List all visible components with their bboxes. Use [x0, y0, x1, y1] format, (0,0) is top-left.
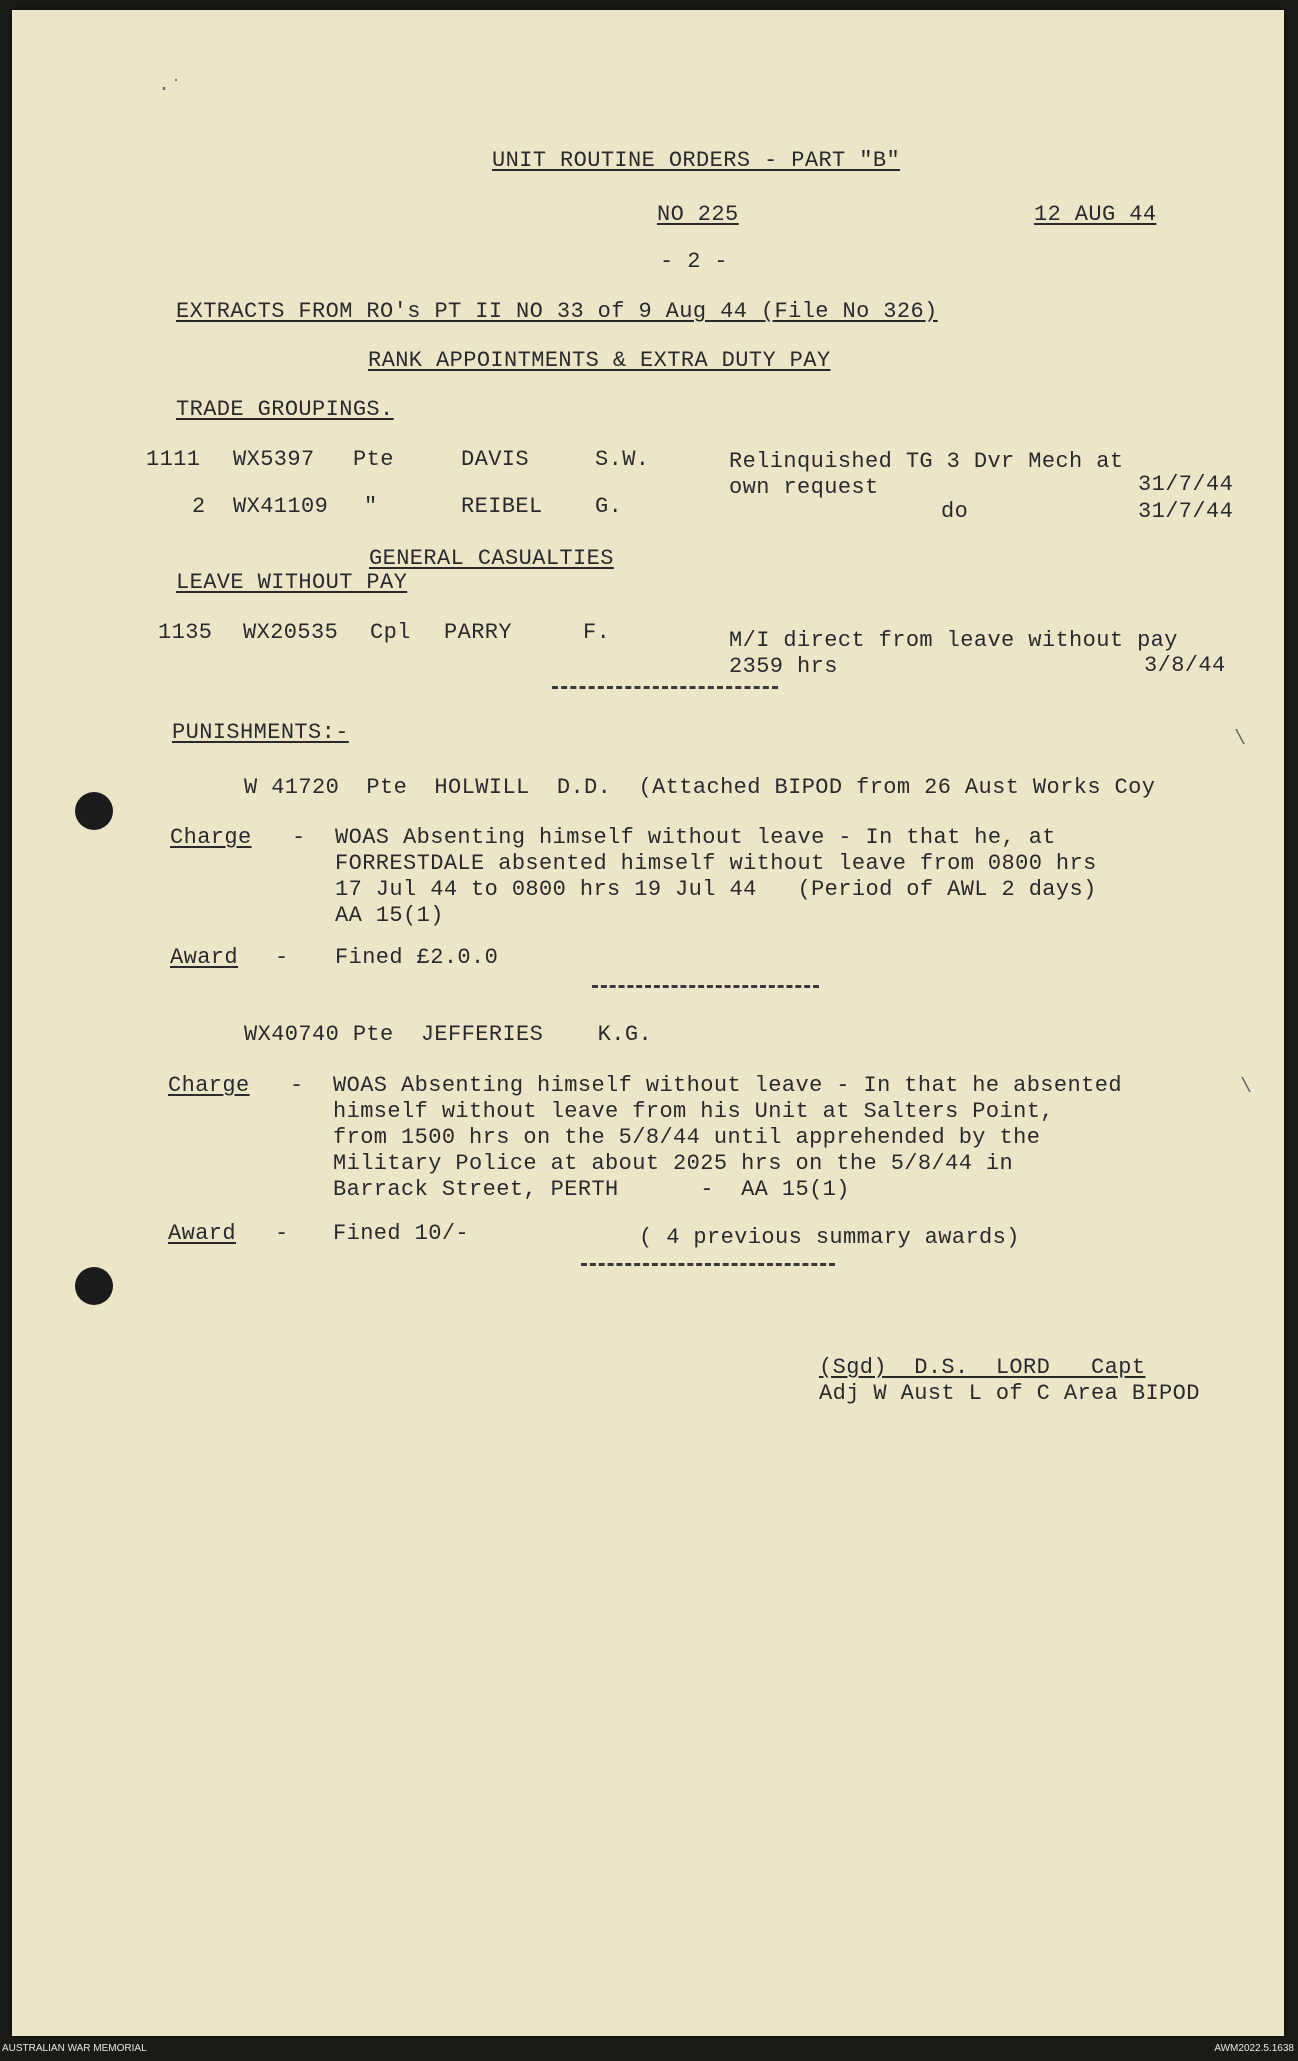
- charge-text: WOAS Absenting himself without leave - In that he absented himself without leave from his Unit at Salters Point, from 1500 hrs on the 5/8/44 until apprehended by the Military Police at about 2025 hrs on the 5/8/44 in Barrack Street, PERTH - AA 15(1): [333, 1073, 1122, 1202]
- document-page: [12, 10, 1284, 2036]
- label-dash: -: [290, 1073, 304, 1098]
- soldier-line: W 41720 Pte HOLWILL D.D. (Attached BIPOD from 26 Aust Works Coy: [244, 775, 1156, 800]
- paper-speck: ·˙: [158, 78, 183, 101]
- detail-text: do: [941, 499, 969, 524]
- leave-without-pay-heading: LEAVE WITHOUT PAY: [176, 570, 408, 595]
- detail-text: Relinquished TG 3 Dvr Mech at own request: [729, 449, 1124, 500]
- page-number: - 2 -: [660, 249, 729, 274]
- charge-label: Charge: [170, 825, 252, 850]
- soldier-line: WX40740 Pte JEFFERIES K.G.: [244, 1022, 653, 1047]
- award-text: Fined 10/-: [333, 1221, 470, 1246]
- service-number: WX5397: [233, 447, 315, 472]
- detail-text: M/I direct from leave without pay 2359 hrs: [729, 628, 1178, 679]
- initials: G.: [595, 494, 623, 519]
- signature-appointment: Adj W Aust L of C Area BIPOD: [819, 1381, 1200, 1406]
- charge-text: WOAS Absenting himself without leave - In that he, at FORRESTDALE absented himself without leave from 0800 hrs 17 Jul 44 to 0800 hrs 19 Jul 44 (Period of AWL 2 days) AA 15(1): [335, 825, 1097, 928]
- signature-line: (Sgd) D.S. LORD Capt: [819, 1355, 1146, 1380]
- document-title: UNIT ROUTINE ORDERS - PART "B": [492, 148, 901, 173]
- punch-hole: [75, 792, 113, 830]
- initials: S.W.: [595, 447, 650, 472]
- punch-hole: [75, 1267, 113, 1305]
- surname: REIBEL: [461, 494, 543, 519]
- item-number: 1111: [146, 447, 201, 472]
- general-casualties-heading: GENERAL CASUALTIES: [369, 546, 614, 571]
- service-number: WX41109: [233, 494, 329, 519]
- order-date: 12 AUG 44: [1034, 202, 1157, 227]
- section-divider: [581, 1263, 835, 1266]
- paper-mark: \: [1240, 1076, 1253, 1099]
- label-dash: -: [275, 1221, 289, 1246]
- section-divider: [552, 686, 778, 689]
- effective-date: 31/7/44: [1138, 472, 1234, 497]
- archive-credit: AUSTRALIAN WAR MEMORIAL: [2, 2043, 147, 2054]
- item-number: 1135: [158, 620, 213, 645]
- effective-date: 3/8/44: [1144, 653, 1226, 678]
- rank: Cpl: [370, 620, 411, 645]
- award-text: Fined £2.0.0: [335, 945, 499, 970]
- extracts-heading: EXTRACTS FROM RO's PT II NO 33 of 9 Aug 44 (File No 326): [176, 299, 938, 324]
- order-number: NO 225: [657, 202, 739, 227]
- item-number: 2: [192, 494, 206, 519]
- award-note: ( 4 previous summary awards): [639, 1225, 1020, 1250]
- service-number: WX20535: [243, 620, 339, 645]
- effective-date: 31/7/44: [1138, 499, 1234, 524]
- surname: PARRY: [444, 620, 513, 645]
- label-dash: -: [292, 825, 306, 850]
- rank-appointments-heading: RANK APPOINTMENTS & EXTRA DUTY PAY: [368, 348, 831, 373]
- trade-groupings-heading: TRADE GROUPINGS.: [176, 397, 394, 422]
- award-label: Award: [170, 945, 239, 970]
- surname: DAVIS: [461, 447, 530, 472]
- rank: ": [364, 494, 378, 519]
- rank: Pte: [353, 447, 394, 472]
- label-dash: -: [275, 945, 289, 970]
- paper-mark: \: [1234, 728, 1247, 751]
- punishments-heading: PUNISHMENTS:-: [172, 720, 349, 745]
- award-label: Award: [168, 1221, 237, 1246]
- initials: F.: [583, 620, 611, 645]
- section-divider: [592, 985, 819, 988]
- archive-reference: AWM2022.5.1638: [1214, 2043, 1294, 2054]
- charge-label: Charge: [168, 1073, 250, 1098]
